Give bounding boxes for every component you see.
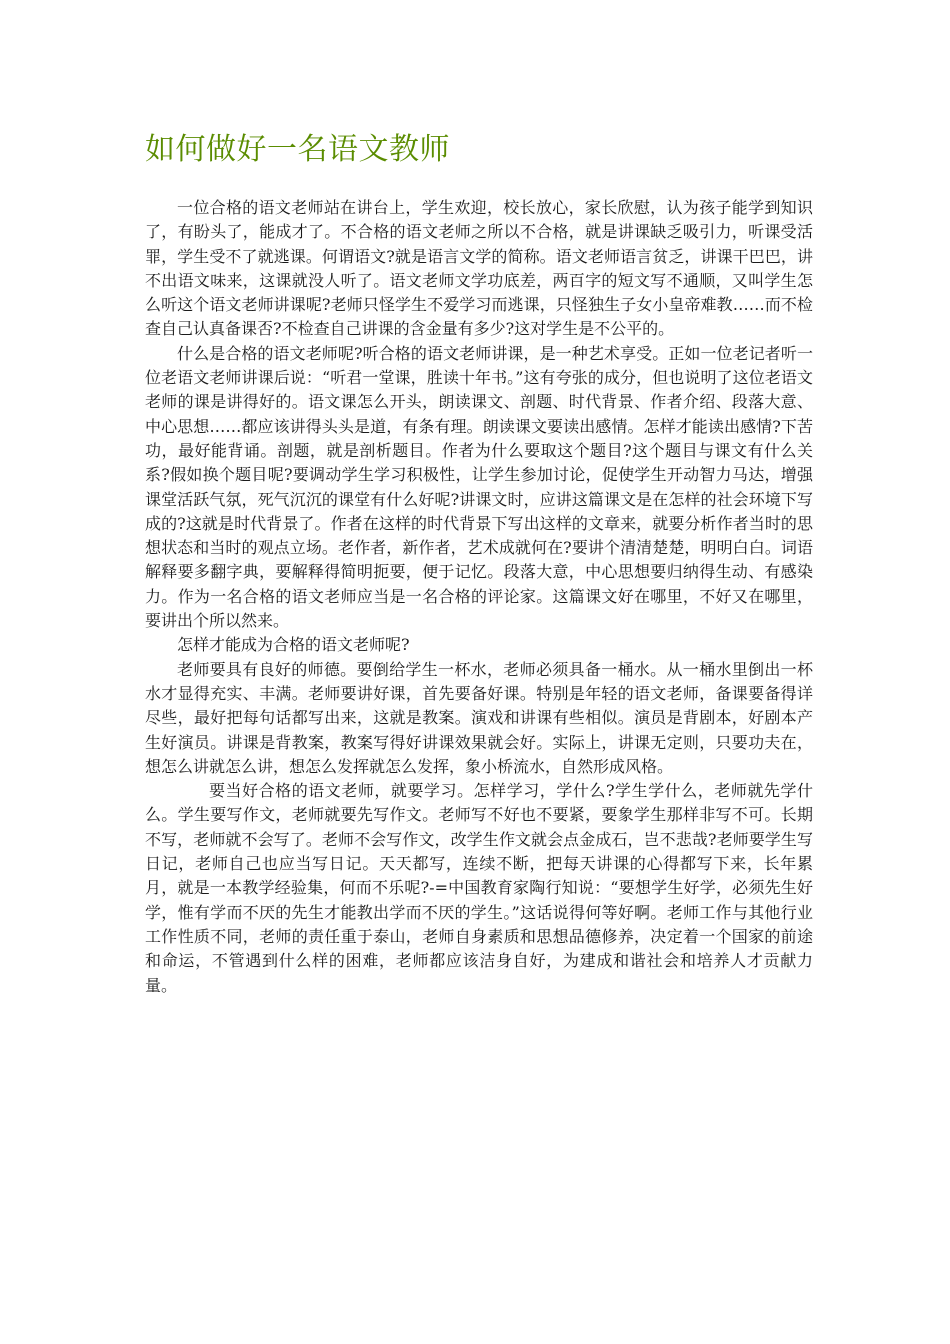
paragraph-1: 一位合格的语文老师站在讲台上，学生欢迎，校长放心，家长欣慰，认为孩子能学到知识了，有盼头了，能成才了。不合格的语文老师之所以不合格，就是讲课缺乏吸引力，听课受活罪，学生受不了就逃课。何谓语文?就是语言文学的简称。语文老师语言贫乏，讲课干巴巴，讲不出语文味来，这课就没人听了。语文老师文学功底差，两百字的短文写不通顺，又叫学生怎么听这个语文老师讲课呢?老师只怪学生不爱学习而逃课，只怪独生子女小皇帝难教……而不检查自己认真备课否?不检查自己讲课的含金量有多少?这对学生是不公平的。 bbox=[145, 198, 813, 339]
document-title: 如何做好一名语文教师 bbox=[145, 132, 450, 167]
paragraph-3: 怎样才能成为合格的语文老师呢? bbox=[177, 635, 410, 655]
paragraph-2: 什么是合格的语文老师呢?听合格的语文老师讲课，是一种艺术享受。正如一位老记者听一位老语文老师讲课后说：“听君一堂课，胜读十年书。”这有夸张的成分，但也说明了这位老语文老师的课是讲得好的。语文课怎么开头，朗读课文、剖题、时代背景、作者介绍、段落大意、中心思想……都应该讲得头头是道，有条有理。朗读课文要读出感情。怎样才能读出感情?下苦功，最好能背诵。剖题，就是剖析题目。作者为什么要取这个题目?这个题目与课文有什么关系?假如换个题目呢?要调动学生学习积极性，让学生参加讨论，促使学生开动智力马达，增强课堂活跃气氛，死气沉沉的课堂有什么好呢?讲课文时，应讲这篇课文是在怎样的社会环境下写成的?这就是时代背景了。作者在这样的时代背景下写出这样的文章来，就要分析作者当时的思想状态和当时的观点立场。老作者，新作者，艺术成就何在?要讲个清清楚楚，明明白白。词语解释要多翻字典，要解释得简明扼要，便于记忆。段落大意，中心思想要归纳得生动、有感染力。作为一名合格的语文老师应当是一名合格的评论家。这篇课文好在哪里，不好又在哪里，要讲出个所以然来。 bbox=[145, 343, 813, 631]
document-body bbox=[145, 196, 813, 998]
paragraph-4: 老师要具有良好的师德。要倒给学生一杯水，老师必须具备一桶水。从一桶水里倒出一杯水才显得充实、丰满。老师要讲好课，首先要备好课。特别是年轻的语文老师，备课要备得详尽些，最好把每句话都写出来，这就是教案。演戏和讲课有些相似。演员是背剧本，好剧本产生好演员。讲课是背教案，教案写得好讲课效果就会好。实际上，讲课无定则，只要功夫在，想怎么讲就怎么讲，想怎么发挥就怎么发挥，象小桥流水，自然形成风格。 bbox=[145, 659, 813, 776]
paragraph-5: 要当好合格的语文老师，就要学习。怎样学习，学什么?学生学什么，老师就先学什么。学生要写作文，老师就要先写作文。老师写不好也不要紧，要象学生那样非写不可。长期不写，老师就不会写了。老师不会写作文，改学生作文就会点金成石，岂不悲哉?老师要学生写日记，老师自己也应当写日记。天天都写，连续不断，把每天讲课的心得都写下来，长年累月，就是一本教学经验集，何而不乐呢?-=中国教育家陶行知说：“要想学生好学，必须先生好学，惟有学而不厌的先生才能教出学而不厌的学生。”这话说得何等好啊。老师工作与其他行业工作性质不同，老师的责任重于泰山，老师自身素质和思想品德修养，决定着一个国家的前途和命运，不管遇到什么样的困难，老师都应该洁身自好，为建成和谐社会和培养人才贡献力量。 bbox=[145, 781, 813, 995]
